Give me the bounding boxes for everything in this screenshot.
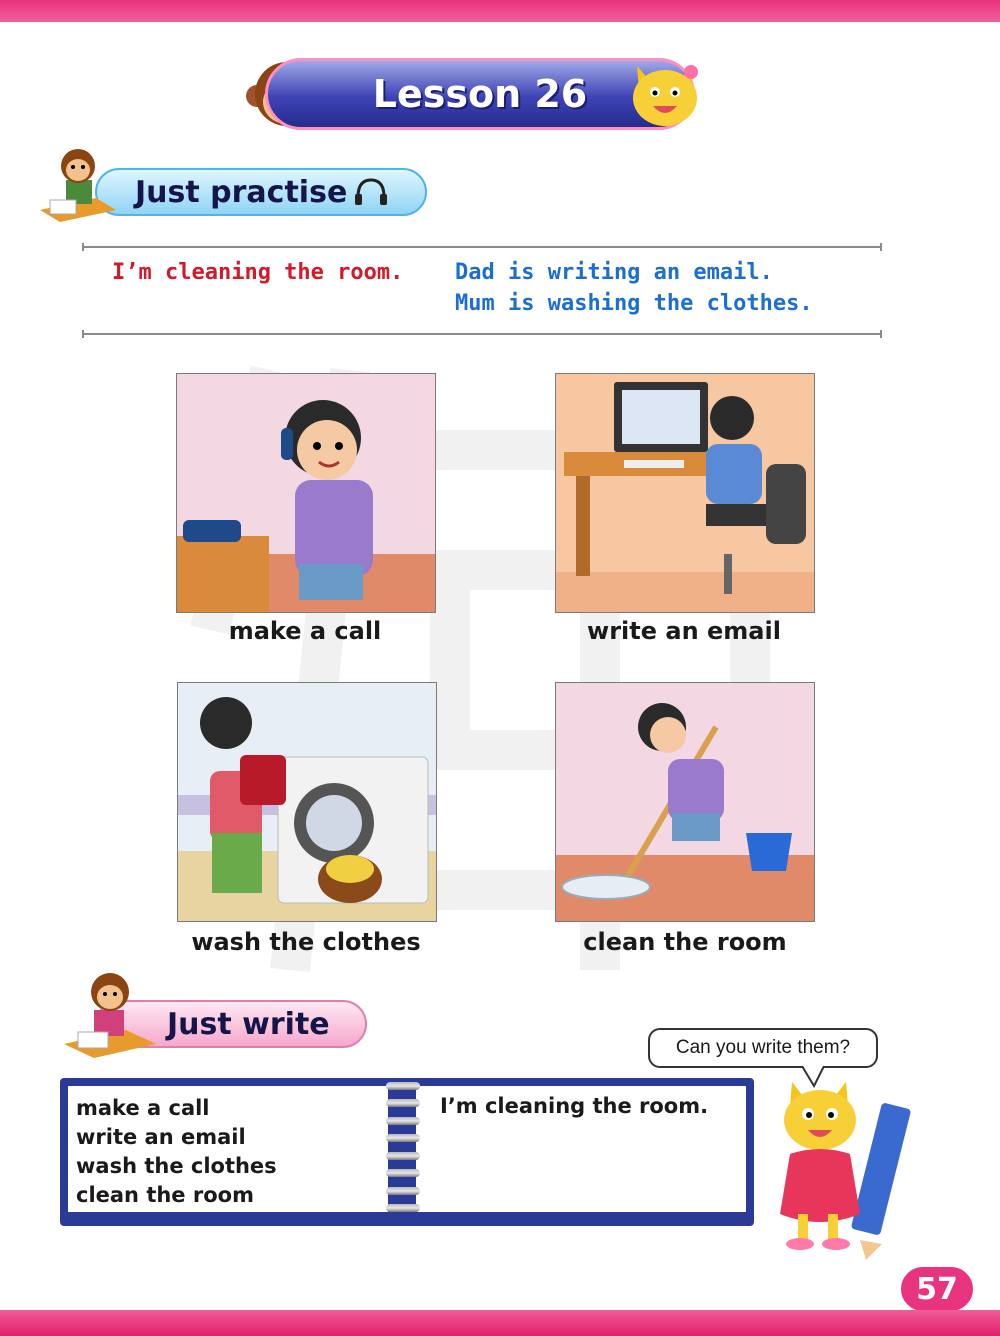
- cat-face-icon: [625, 58, 705, 130]
- page-number: 57: [898, 1264, 976, 1314]
- picture-clean-the-room: [555, 682, 815, 922]
- monkey-reading-icon: [36, 140, 120, 224]
- example-sentence-blue-2: Mum is washing the clothes.: [455, 291, 813, 316]
- example-sentence-red: I’m cleaning the room.: [112, 260, 404, 285]
- example-sentence-blue-1: Dad is writing an email.: [455, 260, 773, 285]
- just-practise-label: Just practise: [135, 174, 348, 210]
- just-write-label: Just write: [167, 1006, 330, 1042]
- caption-clean-the-room: clean the room: [583, 928, 787, 956]
- bottom-border: [0, 1310, 1000, 1336]
- lesson-title: Lesson 26: [372, 72, 588, 116]
- word-list-item: write an email: [76, 1125, 246, 1149]
- spiral-ring: [386, 1117, 420, 1125]
- top-border: [0, 0, 1000, 22]
- spiral-ring: [386, 1099, 420, 1107]
- word-list-item: make a call: [76, 1096, 210, 1120]
- spiral-ring: [386, 1169, 420, 1177]
- headphones-icon: [353, 177, 389, 207]
- spiral-ring: [386, 1082, 420, 1090]
- bottom-rule: [82, 333, 882, 335]
- spiral-ring: [386, 1152, 420, 1160]
- speech-bubble: Can you write them?: [648, 1028, 878, 1068]
- cat-with-pencil-icon: [770, 1074, 940, 1260]
- monkey-writing-icon: [60, 966, 160, 1062]
- picture-wash-the-clothes: [177, 682, 437, 922]
- picture-write-an-email: [555, 373, 815, 613]
- spiral-ring: [386, 1187, 420, 1195]
- word-list-item: clean the room: [76, 1183, 254, 1207]
- word-list-item: wash the clothes: [76, 1154, 277, 1178]
- top-rule: [82, 246, 882, 248]
- caption-wash-the-clothes: wash the clothes: [191, 928, 421, 956]
- spiral-ring: [386, 1134, 420, 1142]
- picture-make-a-call: [176, 373, 436, 613]
- just-practise-heading: [95, 168, 427, 216]
- word-list: [76, 1094, 277, 1210]
- caption-write-an-email: write an email: [587, 617, 781, 645]
- write-example-sentence: I’m cleaning the room.: [440, 1094, 709, 1118]
- notebook-spiral: [386, 1082, 420, 1212]
- spiral-ring: [386, 1204, 420, 1212]
- caption-make-a-call: make a call: [228, 617, 382, 645]
